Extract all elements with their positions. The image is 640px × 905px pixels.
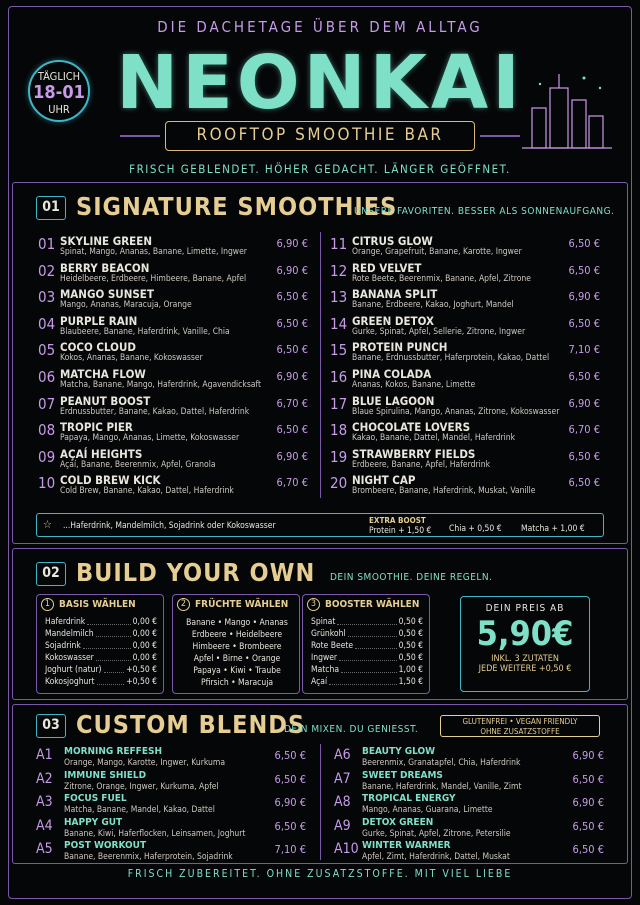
item-name: SKYLINE GREEN bbox=[60, 234, 152, 248]
item-ingredients: Açaí, Banane, Beerenmix, Apfel, Granola bbox=[60, 459, 216, 470]
blend-number: A1 bbox=[36, 747, 53, 763]
smoothie-item bbox=[330, 447, 600, 473]
item-name: TROPIC PIER bbox=[60, 420, 133, 435]
blend-number: A6 bbox=[334, 747, 351, 763]
build-title: BUILD YOUR OWN bbox=[76, 558, 316, 587]
item-name: RED VELVET bbox=[352, 260, 422, 275]
base-row-price: +0,50 € bbox=[126, 677, 157, 687]
item-ingredients: Spinat, Mango, Ananas, Banane, Limette, Ingwer bbox=[60, 247, 247, 257]
item-price: 6,70 € bbox=[568, 423, 600, 437]
section-number-1: 01 bbox=[36, 196, 66, 220]
item-name: NIGHT CAP bbox=[352, 473, 416, 488]
base-row-name: Joghurt (natur) bbox=[45, 665, 102, 675]
smoothie-item bbox=[330, 367, 600, 393]
blend-ingredients: Banane, Beerenmix, Haferprotein, Sojadrink bbox=[64, 852, 233, 862]
smoothie-item bbox=[38, 234, 308, 260]
item-price: 6,50 € bbox=[568, 370, 600, 383]
item-number: 14 bbox=[330, 314, 348, 333]
hours-label-top: TÄGLICH bbox=[37, 70, 81, 83]
booster-step-number: 3 bbox=[307, 598, 320, 611]
blend-ingredients: Banane, Haferdrink, Mandel, Vanille, Zimt bbox=[362, 781, 522, 792]
blend-name: BEAUTY GLOW bbox=[362, 746, 436, 757]
item-ingredients: Papaya, Mango, Ananas, Limette, Kokoswasser bbox=[60, 433, 240, 444]
item-number: 07 bbox=[38, 394, 56, 413]
blend-item bbox=[334, 817, 604, 841]
booster-row-price: 0,50 € bbox=[398, 617, 423, 627]
item-number: 20 bbox=[330, 474, 348, 493]
item-price: 6,90 € bbox=[276, 237, 308, 250]
item-name: PINA COLADA bbox=[352, 367, 432, 381]
smoothie-item bbox=[38, 261, 308, 287]
blend-price: 6,50 € bbox=[274, 772, 306, 786]
blend-number: A5 bbox=[36, 841, 53, 857]
item-number: 06 bbox=[38, 368, 56, 386]
blend-ingredients: Apfel, Zimt, Haferdrink, Dattel, Muskat bbox=[362, 852, 510, 862]
blend-name: WINTER WARMER bbox=[362, 840, 451, 851]
booster-box bbox=[302, 594, 430, 694]
item-number: 09 bbox=[38, 447, 56, 466]
item-price: 6,50 € bbox=[568, 449, 600, 463]
blend-number: A10 bbox=[334, 841, 359, 857]
slogan: FRISCH GEBLENDET. HÖHER GEDACHT. LÄNGER GEÖFFNET. bbox=[129, 162, 511, 176]
item-ingredients: Mango, Ananas, Maracuja, Orange bbox=[60, 300, 192, 311]
blend-ingredients: Beerenmix, Granatapfel, Chia, Haferdrink bbox=[362, 758, 521, 768]
dot-leader bbox=[96, 653, 131, 661]
smoothie-item bbox=[330, 234, 600, 260]
item-ingredients: Kokos, Ananas, Banane, Kokoswasser bbox=[60, 353, 203, 364]
custom-title: CUSTOM BLENDS bbox=[76, 710, 306, 739]
dot-leader bbox=[348, 629, 397, 637]
item-number: 04 bbox=[38, 314, 56, 333]
blend-price: 6,50 € bbox=[274, 749, 306, 762]
base-row bbox=[45, 629, 157, 641]
base-row-name: Kokoswasser bbox=[45, 653, 94, 663]
blend-ingredients: Gurke, Spinat, Apfel, Zitrone, Petersilie bbox=[362, 828, 511, 839]
booster-row-price: 0,50 € bbox=[398, 629, 423, 639]
blend-name: HAPPY GUT bbox=[64, 816, 123, 828]
item-name: CITRUS GLOW bbox=[352, 234, 433, 248]
blend-item bbox=[36, 817, 306, 841]
base-rows bbox=[45, 617, 157, 689]
base-row bbox=[45, 665, 157, 677]
blend-price: 7,10 € bbox=[274, 843, 306, 856]
smoothie-item bbox=[38, 447, 308, 473]
smoothie-item bbox=[330, 420, 600, 446]
blend-ingredients: Zitrone, Orange, Ingwer, Kurkuma, Apfel bbox=[64, 781, 219, 792]
dot-leader bbox=[341, 665, 397, 673]
dot-leader bbox=[97, 677, 125, 685]
item-ingredients: Ananas, Kokos, Banane, Limette bbox=[352, 380, 476, 390]
booster-row-name: Spinat bbox=[311, 617, 336, 627]
booster-row-price: 1,00 € bbox=[398, 665, 423, 675]
item-price: 6,70 € bbox=[276, 476, 308, 490]
blend-price: 6,90 € bbox=[572, 749, 604, 762]
base-box bbox=[36, 594, 164, 694]
booster-row-name: Açaí bbox=[311, 677, 328, 687]
custom-divider bbox=[320, 744, 321, 860]
item-name: CHOCOLATE LOVERS bbox=[352, 420, 471, 435]
item-ingredients: Erdbeere, Banane, Apfel, Haferdrink bbox=[352, 459, 491, 470]
item-price: 6,90 € bbox=[568, 396, 600, 410]
hours-time: 18-01 bbox=[33, 82, 85, 103]
smoothie-item bbox=[38, 420, 308, 446]
item-ingredients: Banane, Erdnussbutter, Haferprotein, Kakao, Dattel bbox=[352, 353, 550, 364]
item-ingredients: Matcha, Banane, Mango, Haferdrink, Agavendicksaft bbox=[60, 380, 262, 390]
smoothie-item bbox=[38, 394, 308, 420]
item-number: 12 bbox=[330, 261, 348, 280]
booster-row bbox=[311, 665, 423, 677]
section-number-3: 03 bbox=[36, 714, 66, 738]
smoothie-item bbox=[38, 473, 308, 499]
item-name: MANGO SUNSET bbox=[60, 287, 154, 302]
price-value: 5,90€ bbox=[476, 614, 574, 654]
diet-line-1: GLUTENFREI • VEGAN FRIENDLY bbox=[462, 717, 578, 726]
blend-item bbox=[36, 840, 306, 864]
signature-tagline: UNSERE FAVORITEN. BESSER ALS SONNENAUFGANG. bbox=[354, 206, 615, 217]
fruits-rows bbox=[181, 617, 293, 689]
extras-bar bbox=[36, 513, 604, 537]
fruits-box bbox=[172, 594, 300, 694]
fruits-title: FRÜCHTE WÄHLEN bbox=[195, 599, 289, 610]
item-price: 6,50 € bbox=[568, 476, 600, 490]
skyline-icon bbox=[522, 70, 612, 150]
smoothie-item bbox=[330, 473, 600, 499]
item-name: BANANA SPLIT bbox=[352, 287, 438, 302]
base-step-number: 1 bbox=[41, 598, 54, 611]
dot-leader bbox=[104, 665, 125, 673]
blend-number: A4 bbox=[36, 817, 53, 834]
smoothie-item bbox=[38, 340, 308, 366]
diet-badge bbox=[440, 715, 600, 737]
blend-name: FOCUS FUEL bbox=[64, 793, 127, 804]
item-price: 7,10 € bbox=[568, 343, 600, 357]
item-price: 6,90 € bbox=[568, 290, 600, 304]
item-ingredients: Gurke, Spinat, Apfel, Sellerie, Zitrone, Ingwer bbox=[352, 326, 526, 337]
blend-item bbox=[334, 746, 604, 770]
fruits-row: Erdbeere • Heidelbeere bbox=[191, 630, 283, 640]
subtitle-deco-left bbox=[120, 135, 160, 137]
item-name: COCO CLOUD bbox=[60, 340, 136, 355]
blend-ingredients: Matcha, Banane, Mandel, Kakao, Dattel bbox=[64, 805, 215, 815]
item-price: 6,90 € bbox=[276, 370, 308, 383]
item-price: 6,90 € bbox=[276, 449, 308, 463]
footer-slogan: FRISCH ZUBEREITET. OHNE ZUSATZSTOFFE. MIT VIEL LIEBE bbox=[127, 868, 513, 880]
extra-boost-matcha: Matcha + 1,00 € bbox=[521, 524, 585, 534]
brand-title: NEONKAI bbox=[116, 40, 524, 126]
blend-number: A9 bbox=[334, 817, 351, 834]
base-row bbox=[45, 653, 157, 665]
dot-leader bbox=[339, 653, 397, 661]
booster-row-name: Rote Beete bbox=[311, 641, 354, 651]
item-number: 15 bbox=[330, 341, 348, 360]
booster-row bbox=[311, 677, 423, 689]
item-name: MATCHA FLOW bbox=[60, 367, 146, 381]
booster-row bbox=[311, 653, 423, 665]
extra-boost-chia: Chia + 0,50 € bbox=[449, 524, 502, 534]
base-row-price: +0,50 € bbox=[126, 665, 157, 675]
section-number-2: 02 bbox=[36, 562, 66, 586]
booster-row-price: 0,50 € bbox=[398, 641, 423, 651]
item-ingredients: Orange, Grapefruit, Banane, Karotte, Ingwer bbox=[352, 247, 522, 257]
smoothie-item bbox=[330, 261, 600, 287]
item-ingredients: Banane, Erdbeere, Kakao, Joghurt, Mandel bbox=[352, 300, 514, 311]
fruits-row: Banane • Mango • Ananas bbox=[186, 618, 288, 628]
booster-row-name: Grünkohl bbox=[311, 629, 346, 639]
item-ingredients: Brombeere, Banane, Haferdrink, Muskat, Vanille bbox=[352, 486, 536, 497]
base-row bbox=[45, 641, 157, 653]
blend-price: 6,50 € bbox=[572, 819, 604, 833]
fruits-row: Pfirsich • Maracuja bbox=[200, 678, 274, 688]
smoothie-item bbox=[38, 287, 308, 313]
blend-price: 6,90 € bbox=[274, 796, 306, 809]
blend-item bbox=[334, 840, 604, 864]
item-name: PURPLE RAIN bbox=[60, 313, 138, 328]
item-ingredients: Erdnussbutter, Banane, Kakao, Dattel, Haferdrink bbox=[60, 406, 250, 417]
item-name: COLD BREW KICK bbox=[60, 473, 161, 488]
item-ingredients: Kakao, Banane, Dattel, Mandel, Haferdrink bbox=[352, 433, 516, 444]
dot-leader bbox=[337, 617, 396, 625]
blend-price: 6,50 € bbox=[572, 772, 604, 786]
item-number: 18 bbox=[330, 421, 348, 440]
blend-item bbox=[334, 793, 604, 817]
extras-text: ...Haferdrink, Mandelmilch, Sojadrink oder Kokoswasser bbox=[63, 521, 276, 531]
hours-label-bottom: UHR bbox=[48, 103, 70, 116]
item-ingredients: Cold Brew, Banane, Kakao, Dattel, Haferdrink bbox=[60, 486, 234, 497]
item-ingredients: Rote Beete, Beerenmix, Banane, Apfel, Zitrone bbox=[352, 273, 531, 284]
extra-boost-protein: Protein + 1,50 € bbox=[369, 526, 432, 536]
dot-leader bbox=[355, 641, 397, 649]
item-price: 6,50 € bbox=[276, 343, 308, 357]
item-price: 6,50 € bbox=[568, 316, 600, 330]
base-row-name: Sojadrink bbox=[45, 641, 81, 651]
blend-ingredients: Mango, Ananas, Guarana, Limette bbox=[362, 805, 493, 815]
item-name: PEANUT BOOST bbox=[60, 393, 151, 408]
item-number: 17 bbox=[330, 394, 348, 413]
item-price: 6,90 € bbox=[276, 263, 308, 277]
blend-number: A8 bbox=[334, 794, 351, 810]
extra-boost-label: EXTRA BOOST bbox=[369, 516, 426, 525]
base-row-price: 0,00 € bbox=[132, 641, 157, 651]
blend-item bbox=[36, 770, 306, 794]
blend-item bbox=[36, 793, 306, 817]
blend-price: 6,90 € bbox=[572, 796, 604, 809]
item-price: 6,50 € bbox=[276, 290, 308, 304]
item-name: AÇAÍ HEIGHTS bbox=[60, 446, 143, 461]
smoothie-item bbox=[330, 314, 600, 340]
item-name: BERRY BEACON bbox=[60, 260, 150, 275]
hours-badge bbox=[28, 60, 90, 122]
booster-row bbox=[311, 617, 423, 629]
item-ingredients: Blaue Spirulina, Mango, Ananas, Zitrone, Kokoswasser bbox=[352, 406, 560, 417]
item-number: 02 bbox=[38, 261, 56, 280]
smoothie-item bbox=[330, 394, 600, 420]
price-note-1: INKL. 3 ZUTATEN bbox=[491, 654, 559, 664]
blend-name: SWEET DREAMS bbox=[362, 769, 443, 781]
dot-leader bbox=[83, 641, 131, 649]
booster-title: BOOSTER WÄHLEN bbox=[325, 599, 420, 610]
item-number: 11 bbox=[330, 235, 348, 253]
item-name: STRAWBERRY FIELDS bbox=[352, 446, 476, 461]
dot-leader bbox=[96, 629, 131, 637]
item-price: 6,70 € bbox=[276, 396, 308, 410]
base-row-price: 0,00 € bbox=[132, 617, 157, 627]
item-name: GREEN DETOX bbox=[352, 313, 434, 328]
fruits-row: Himbeere • Brombeere bbox=[192, 642, 282, 652]
blend-number: A3 bbox=[36, 794, 53, 810]
item-ingredients: Heidelbeere, Erdbeere, Himbeere, Banane, Apfel bbox=[60, 273, 247, 284]
base-row-price: 0,00 € bbox=[132, 629, 157, 639]
smoothie-item bbox=[330, 340, 600, 366]
base-row-name: Mandelmilch bbox=[45, 629, 94, 639]
star-icon: ☆ bbox=[43, 518, 52, 531]
build-tagline: DEIN SMOOTHIE. DEINE REGELN. bbox=[330, 572, 493, 583]
price-box bbox=[460, 596, 590, 692]
item-price: 6,50 € bbox=[568, 263, 600, 277]
price-note-2: JEDE WEITERE +0,50 € bbox=[478, 664, 572, 674]
signature-title: SIGNATURE SMOOTHIES bbox=[76, 192, 398, 221]
smoothie-item bbox=[330, 287, 600, 313]
item-number: 05 bbox=[38, 341, 56, 360]
smoothie-item bbox=[38, 367, 308, 393]
blend-name: DETOX GREEN bbox=[362, 816, 434, 828]
booster-row-name: Ingwer bbox=[311, 653, 338, 663]
item-number: 01 bbox=[38, 235, 56, 253]
blend-name: IMMUNE SHIELD bbox=[64, 769, 147, 781]
subtitle-deco-right bbox=[480, 135, 520, 137]
blend-item bbox=[334, 770, 604, 794]
blend-name: MORNING REFFESH bbox=[64, 746, 162, 757]
base-row bbox=[45, 617, 157, 629]
item-number: 10 bbox=[38, 474, 56, 493]
base-title: BASIS WÄHLEN bbox=[59, 599, 136, 610]
base-row-name: Haferdrink bbox=[45, 617, 86, 627]
signature-divider bbox=[320, 232, 321, 498]
item-name: PROTEIN PUNCH bbox=[352, 340, 448, 355]
item-number: 16 bbox=[330, 368, 348, 386]
item-number: 08 bbox=[38, 421, 56, 440]
item-name: BLUE LAGOON bbox=[352, 393, 435, 408]
blend-ingredients: Banane, Kiwi, Haferflocken, Leinsamen, Joghurt bbox=[64, 828, 246, 839]
item-price: 6,50 € bbox=[276, 423, 308, 437]
fruits-step-number: 2 bbox=[177, 598, 190, 611]
item-ingredients: Blaubeere, Banane, Haferdrink, Vanille, Chia bbox=[60, 326, 230, 337]
booster-row bbox=[311, 641, 423, 653]
fruits-row: Apfel • Birne • Orange bbox=[193, 654, 281, 664]
blend-name: TROPICAL ENERGY bbox=[362, 793, 456, 804]
blend-number: A2 bbox=[36, 770, 53, 787]
item-number: 03 bbox=[38, 288, 56, 307]
base-row-name: Kokosjoghurt bbox=[45, 677, 95, 687]
blend-price: 6,50 € bbox=[274, 819, 306, 833]
item-price: 6,50 € bbox=[276, 316, 308, 330]
price-label: DEIN PREIS AB bbox=[485, 603, 565, 614]
item-number: 19 bbox=[330, 447, 348, 466]
blend-ingredients: Orange, Mango, Karotte, Ingwer, Kurkuma bbox=[64, 758, 226, 768]
booster-row-name: Matcha bbox=[311, 665, 340, 675]
blend-name: POST WORKOUT bbox=[64, 840, 147, 851]
booster-rows bbox=[311, 617, 423, 689]
booster-row-price: 0,50 € bbox=[398, 653, 423, 663]
smoothie-item bbox=[38, 314, 308, 340]
diet-line-2: OHNE ZUSATZSTOFFE bbox=[480, 727, 560, 736]
custom-tagline: DEIN MIXEN. DU GENIESST. bbox=[284, 724, 419, 735]
booster-row-price: 1,50 € bbox=[398, 677, 423, 687]
blend-price: 6,50 € bbox=[572, 843, 604, 856]
fruits-row: Papaya • Kiwi • Traube bbox=[193, 666, 281, 676]
item-number: 13 bbox=[330, 288, 348, 307]
item-price: 6,50 € bbox=[568, 237, 600, 250]
booster-row bbox=[311, 629, 423, 641]
tagline: DIE DACHETAGE ÜBER DEM ALLTAG bbox=[157, 18, 483, 36]
dot-leader bbox=[87, 617, 130, 625]
subtitle: ROOFTOP SMOOTHIE BAR bbox=[165, 121, 475, 151]
blend-number: A7 bbox=[334, 770, 351, 787]
dot-leader bbox=[329, 677, 397, 685]
blend-item bbox=[36, 746, 306, 770]
base-row bbox=[45, 677, 157, 689]
base-row-price: 0,00 € bbox=[132, 653, 157, 663]
